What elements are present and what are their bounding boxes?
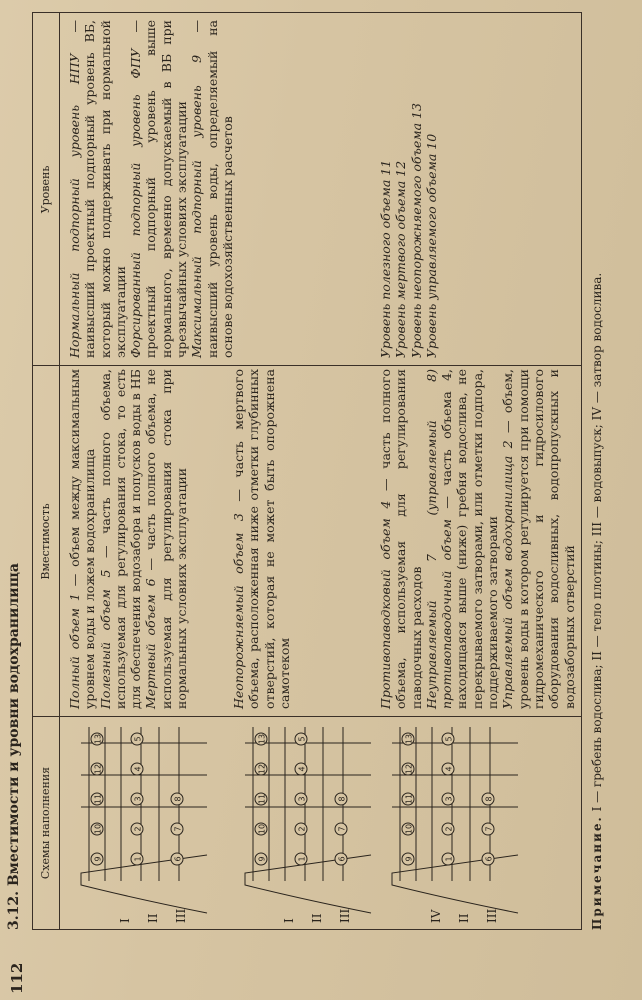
definition-term: Нормальный подпорный уровень НПУ: [67, 53, 82, 358]
definition-text: — наивысший проектный подпорный уровень ВБ, который можно поддерживать при нормальной эксплуатации: [67, 20, 128, 358]
marker-number: 4: [133, 766, 143, 772]
definition-paragraph: [378, 369, 424, 709]
definition-term: Уровень полезного объема 11: [378, 159, 393, 358]
scheme-label: III: [174, 908, 188, 923]
footnote-text: I — гребень водослива; II — тело плотины; III — водовыпуск; IV — затвор водослива.: [590, 272, 604, 816]
marker-number: 6: [337, 856, 347, 862]
definition-text: — часть полного объема, не используемая для регулирования стока при нормальных условиях эксплуатации: [143, 369, 190, 709]
definition-paragraph: [143, 369, 189, 709]
definition-paragraph: [424, 369, 500, 709]
marker-number: 10: [257, 823, 267, 835]
marker-number: 6: [484, 856, 494, 862]
marker-number: 8: [337, 796, 347, 802]
definition-paragraph: [500, 369, 576, 709]
definition-text: — объем, уровень воды в котором регулируется при помощи гидромеханического и гидросилового оборудования водосливных, водопропускных и водозаборных отверстий: [500, 369, 577, 709]
marker-number: 5: [444, 736, 454, 742]
table-title: 3.12. Вместимости и уровни водохранилища: [6, 563, 22, 930]
marker-number: 7: [484, 826, 494, 832]
definition-paragraph: [231, 369, 292, 709]
definition-term: Уровень неопорожняемого объема 13: [408, 103, 424, 358]
capacity-cell: [67, 369, 225, 709]
marker-number: 3: [444, 796, 454, 802]
scheme-label: II: [457, 913, 471, 923]
marker-number: 7: [337, 826, 347, 832]
capacity-cell: [231, 369, 331, 709]
marker-number: 1: [444, 856, 454, 862]
footnote-label: Примечание.: [590, 815, 604, 930]
marker-number: 3: [133, 796, 143, 802]
level-cell: [67, 20, 272, 358]
definition-term: Максимальный подпорный уровень 9: [189, 54, 205, 358]
marker-number: 1: [297, 856, 307, 862]
marker-number: 2: [133, 826, 143, 832]
column-divider: [33, 716, 581, 717]
definition-paragraph: [378, 20, 393, 358]
page-number: 112: [8, 962, 26, 994]
definition-term: Мертвый объем 6: [143, 578, 159, 709]
definition-term: Неопорожняемый объем 3: [231, 513, 246, 709]
definition-term: Уровень мертвого объема 12: [393, 160, 409, 358]
marker-number: 13: [404, 733, 414, 745]
definition-term: Неуправляемый 7 (управляемый 8) противопаводочный объем: [423, 369, 455, 709]
marker-number: 12: [404, 763, 414, 775]
marker-number: 11: [257, 793, 267, 805]
definition-term: Полный объем 1: [67, 593, 82, 709]
definition-term: Управляемый объем водохранилища 2: [500, 440, 516, 709]
scheme-label: I: [118, 918, 132, 923]
marker-number: 4: [297, 766, 307, 772]
scheme-label: II: [310, 913, 324, 923]
marker-number: 13: [257, 733, 267, 745]
marker-number: 2: [297, 826, 307, 832]
header-level: Уровень: [39, 165, 52, 214]
scheme-label: IV: [429, 909, 443, 923]
capacity-cell: [378, 369, 576, 709]
fill-scheme-diagram: [67, 721, 221, 925]
definition-paragraph: [67, 20, 128, 358]
header-capacity: Вместимость: [39, 503, 52, 580]
definition-text: — проектный подпорный уровень выше нормального, временно допускаемый в ВБ при чрезвычайных условиях эксплуатации: [128, 20, 190, 358]
marker-number: 1: [133, 856, 143, 862]
footnote: [590, 14, 604, 930]
marker-number: 12: [257, 763, 267, 775]
fill-scheme-diagram: [378, 721, 532, 925]
definition-paragraph: [67, 369, 98, 709]
marker-number: 3: [297, 796, 307, 802]
marker-number: 8: [484, 796, 494, 802]
scheme-label: III: [338, 908, 352, 923]
scheme-svg: [378, 721, 528, 925]
capacity-table: [32, 12, 582, 930]
definition-paragraph: [409, 20, 424, 358]
marker-number: 11: [404, 793, 414, 805]
definition-term: Полезный объем 5: [97, 569, 113, 709]
marker-number: 10: [404, 823, 414, 835]
definition-paragraph: [424, 20, 439, 358]
definition-paragraph: [128, 20, 189, 358]
header-divider: [59, 13, 60, 929]
marker-number: 4: [444, 766, 454, 772]
marker-number: 12: [93, 763, 103, 775]
scheme-label: I: [282, 918, 296, 923]
scheme-label: II: [146, 913, 160, 923]
marker-number: 13: [93, 733, 103, 745]
marker-number: 9: [404, 856, 414, 862]
marker-number: 5: [133, 736, 143, 742]
scheme-svg: [231, 721, 381, 925]
definition-text: — часть мертвого объема, расположенная ниже отметки глубинных отверстий, которая не может быть опорожнена самотеком: [231, 369, 292, 709]
marker-number: 5: [297, 736, 307, 742]
marker-number: 6: [173, 856, 183, 862]
marker-number: 7: [173, 826, 183, 832]
definition-text: — часть полного объема, используемая для регулирования стока, то есть для обеспечения водозабора и попусков воды в НБ: [97, 369, 144, 709]
column-divider: [33, 365, 581, 366]
definition-text: — часть объема 4, находящаяся выше (ниже) гребня водослива, не перекрываемого затворами, или отметки подпора, поддерживаемого затворами: [439, 369, 501, 709]
definition-text: — часть полного объема, используемая для регулирования паводочных расходов: [378, 369, 424, 709]
marker-number: 11: [93, 793, 103, 805]
marker-number: 8: [173, 796, 183, 802]
definition-term: Уровень управляемого объема 10: [423, 133, 439, 358]
definition-text: — объем между максимальным уровнем воды и ложем водохранилища: [67, 368, 98, 709]
scheme-label: III: [485, 908, 499, 923]
level-cell: [378, 20, 498, 358]
marker-number: 10: [93, 823, 103, 835]
marker-number: 9: [257, 856, 267, 862]
definition-paragraph: [393, 20, 408, 358]
header-schemes: Схемы наполнения: [39, 766, 52, 880]
fill-scheme-diagram: [231, 721, 385, 925]
definition-paragraph: [98, 369, 144, 709]
definition-paragraph: [189, 20, 235, 358]
marker-number: 2: [444, 826, 454, 832]
scheme-svg: [67, 721, 217, 925]
definition-text: — наивысший уровень воды, определяемый на основе водохозяйственных расчетов: [189, 19, 235, 358]
definition-term: Противопаводковый объем 4: [378, 500, 393, 709]
marker-number: 9: [93, 856, 103, 862]
level-cell: [278, 20, 328, 358]
definition-term: Форсированный подпорный уровень ФПУ: [128, 48, 144, 358]
